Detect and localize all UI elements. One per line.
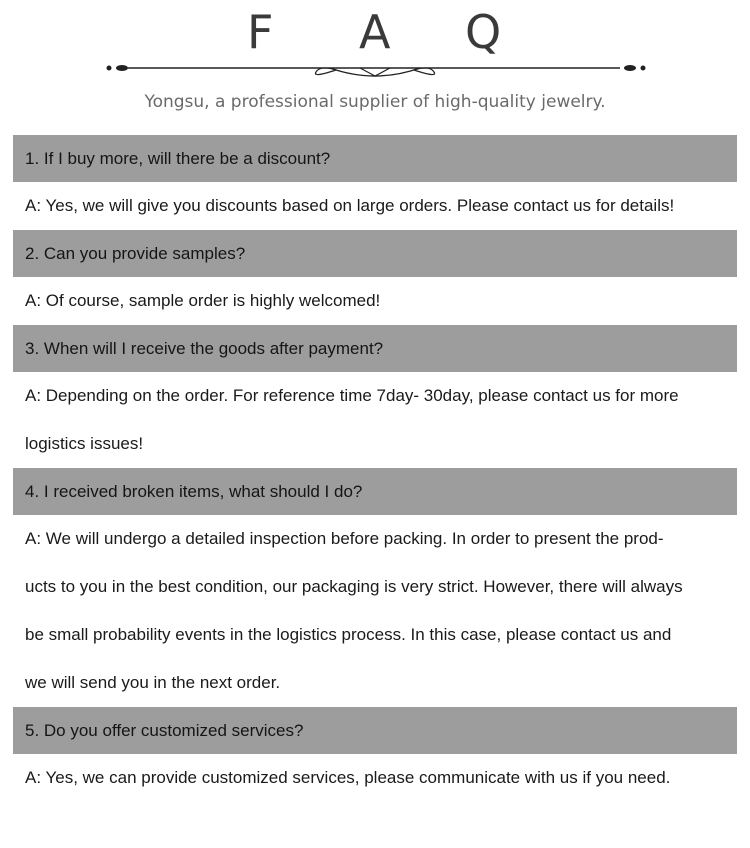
faq-question: 2. Can you provide samples?	[13, 230, 737, 277]
subtitle: Yongsu, a professional supplier of high-quality jewelry.	[144, 92, 606, 112]
faq-answer-line: we will send you in the next order.	[25, 673, 281, 692]
faq-question: 4. I received broken items, what should I do?	[13, 468, 737, 515]
faq-item-5	[13, 707, 737, 802]
faq-answer	[13, 372, 737, 468]
faq-answer-line: logistics issues!	[25, 434, 144, 453]
faq-answer-line: be small probability events in the logistics process. In this case, please contact us and	[25, 625, 672, 644]
faq-question: 5. Do you offer customized services?	[13, 707, 737, 754]
faq-answer-line: A: We will undergo a detailed inspection before packing. In order to present the prod-	[25, 529, 664, 548]
faq-item-4	[13, 468, 737, 707]
faq-item-3	[13, 325, 737, 468]
faq-item-1	[13, 135, 737, 230]
faq-answer-line: A: Of course, sample order is highly welcomed!	[25, 291, 381, 310]
faq-answer-line: A: Depending on the order. For reference time 7day- 30day, please contact us for more	[25, 386, 679, 405]
faq-answer	[13, 754, 737, 802]
title-letter-f: F	[247, 5, 274, 59]
faq-answer-line: A: Yes, we can provide customized services, please communicate with us if you need.	[25, 768, 671, 787]
faq-answer	[13, 515, 737, 707]
faq-question: 1. If I buy more, will there be a discount?	[13, 135, 737, 182]
title-letter-q: Q	[465, 5, 502, 59]
faq-answer	[13, 182, 737, 230]
faq-answer	[13, 277, 737, 325]
faq-item-2	[13, 230, 737, 325]
ornament-divider-icon	[0, 56, 750, 86]
faq-header	[0, 0, 750, 130]
title-letter-a: A	[359, 5, 391, 59]
faq-answer-line: ucts to you in the best condition, our packaging is very strict. However, there will always	[25, 577, 683, 596]
faq-list	[13, 135, 737, 802]
faq-answer-line: A: Yes, we will give you discounts based on large orders. Please contact us for details!	[25, 196, 675, 215]
page-title	[0, 4, 750, 60]
faq-question: 3. When will I receive the goods after payment?	[13, 325, 737, 372]
